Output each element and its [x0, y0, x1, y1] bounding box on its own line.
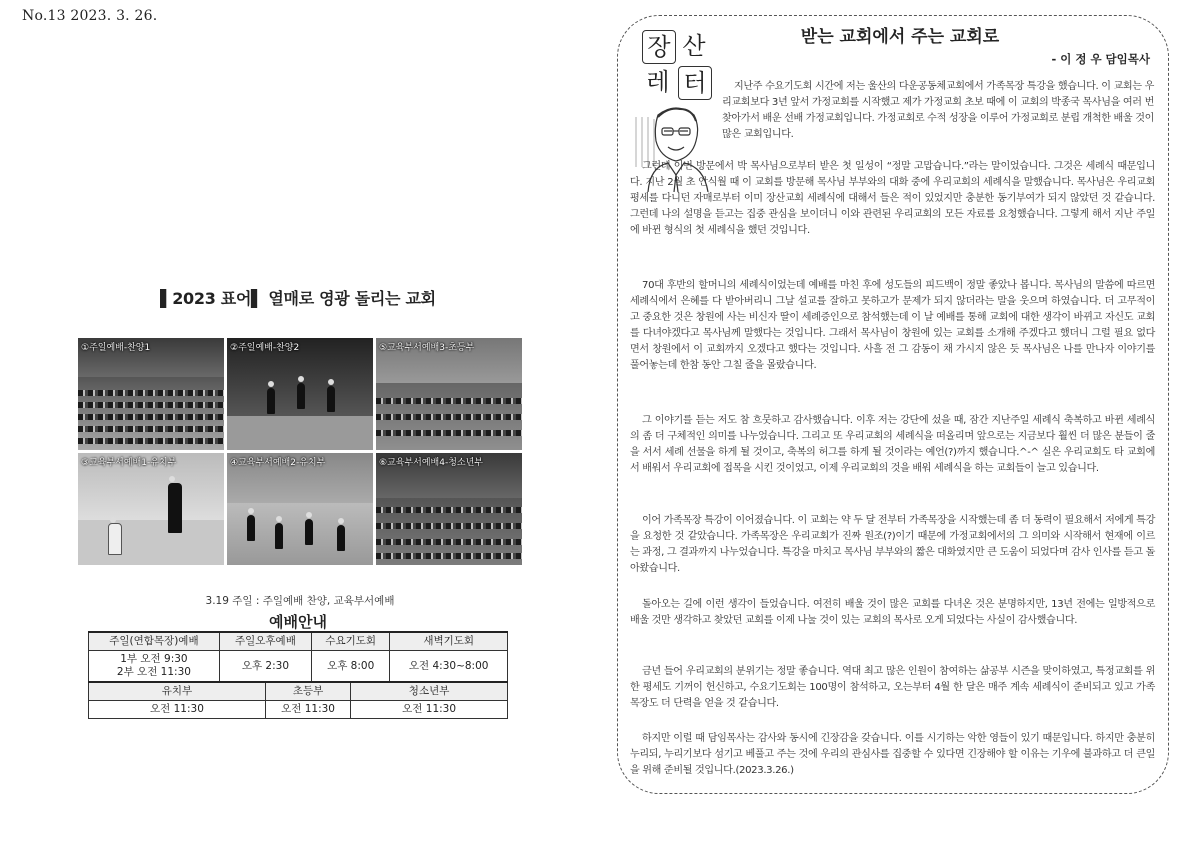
photo-education-4 — [376, 453, 522, 565]
worship-table-title: 예배안내 — [89, 616, 508, 632]
photo-caption: ⑤교육부서예배3-초등부 — [379, 343, 475, 353]
header-kindergarten: 유치부 — [89, 682, 266, 701]
time-elementary: 오전 11:30 — [265, 701, 350, 719]
letter-paragraph-8: 하지만 이럴 때 담임목사는 감사와 동시에 긴장감을 갖습니다. 이를 시기하는 악한 영들이 있기 때문입니다. 하지만 충분히 누리되, 누리기보다 섬기고 베풀고 주는 것에 우리의 관심사를 집중할 수 있다면 긴장해야 할 이유는 기우에 불과하고 더 큰일을 위해 준비될 것입니다.(2023.3.26.) — [630, 733, 1155, 777]
photo-education-1 — [78, 453, 224, 565]
letter-title: 받는 교회에서 주는 교회로 — [800, 27, 1000, 47]
photo-education-3 — [376, 338, 522, 450]
column-logo-char: 장 — [642, 30, 676, 64]
issue-number-date: No.13 2023. 3. 26. — [22, 8, 158, 24]
letter-author: - 이 정 우 담임목사 — [1051, 52, 1150, 66]
photo-worship-2 — [227, 338, 373, 450]
time-first-service: 1부 오전 9:30 — [120, 653, 188, 665]
photo-caption: ③교육부서예배1-유치부 — [81, 458, 177, 468]
letter-paragraph-6: 돌아오는 길에 이런 생각이 들었습니다. 여전히 배울 것이 많은 교회를 다녀온 것은 분명하지만, 13년 전에는 일방적으로 배울 것만 생각하고 찾았던 교회를 이제 나눌 것이 있는 교회의 목사로 오게 되었다는 사실이 감사했습니다. — [630, 599, 1155, 627]
photo-caption: ①주일예배-찬양1 — [81, 343, 151, 353]
letter-paragraph-7: 금년 들어 우리교회의 분위기는 정말 좋습니다. 역대 최고 많은 인원이 참여하는 삶공부 시즌을 맞이하였고, 특정교회를 위한 평세도 기꺼이 헌신하고, 수요기도회는 100명이 참석하고, 오는부터 4월 한 달은 매주 계속 세례식이 준비되고 있고 가족목장도 더 단력을 얻을 것 같습니다. — [630, 666, 1155, 710]
header-wednesday: 수요기도회 — [311, 632, 389, 651]
time-second-service: 2부 오전 11:30 — [116, 666, 191, 678]
photo-grid — [78, 338, 520, 566]
letter-paragraph-3: 70대 후반의 할머니의 세례식이었는데 예배를 마친 후에 성도들의 피드백이 정말 좋았나 봅니다. 목사님의 말씀에 따르면 세례식에서 은혜를 다 받아버리니 그날 설교를 잘하고 못하고가 문제가 되지 않더라는 말을 웃으며 하였습니다. 더 고무적이고 중요한 것은 창원에 사는 비신자 딸이 세례증인으로 참석했는데 이 날 예배를 통해 교회에 대한 생각이 바뀌고 자신도 교회를 다녀야겠다고 목사님께 말했다는 것입니다. 그래서 목사님이 창원에 있는 교회를 소개해 주겠다고 했더니 그럴 필요 없다면서 창원에서 이 교회까지 오겠다고 했다는 것입니다. 사흘 전 그 감동이 채 가시지 않은 듯 목사님은 나를 만나자 이야기를 풀어놓는데 한참 동안 그칠 줄을 몰랐습니다. — [630, 280, 1155, 372]
column-logo-char: 터 — [678, 66, 712, 100]
header-sunday: 주일(연합목장)예배 — [89, 632, 220, 651]
photo-education-2 — [227, 453, 373, 565]
annual-motto: ▌2023 표어▌ 열매로 영광 돌리는 교회 — [160, 289, 436, 308]
letter-paragraph-4: 그 이야기를 듣는 저도 참 흐뭇하고 감사했습니다. 이후 저는 강단에 섰을 때, 잠간 지난주일 세례식 축복하고 바뀐 세례식의 좀 더 구체적인 의미를 나누었습니다. 그리고 또 우리교회의 세례식을 떠올리며 앞으로는 지금보다 훨씬 더 많은 분들이 줄을 서서 세례 선물을 하게 될 것이고, 축복의 허그를 하게 될 것이라는 예언(?)까지 했습니다.^-^ 실은 우리교회도 타 교회에서 배워서 우리교회에 접목을 시킨 것이었고, 이제 우리교회의 것을 배워 세례식을 하는 교회들이 늘고 있습니다. — [630, 415, 1155, 475]
photo-caption: ②주일예배-찬양2 — [230, 343, 300, 353]
photo-caption-date: 3.19 주일 : 주일예배 찬양, 교육부서예배 — [205, 595, 395, 607]
letter-paragraph-1: 지난주 수요기도회 시간에 저는 울산의 다운공동체교회에서 가족목장 특강을 했습니다. 이 교회는 우리교회보다 3년 앞서 가정교회를 시작했고 제가 가정교회 초보 때에 이 교회의 박종국 목사님을 여러 번 찾아가서 배운 선배 가정교회입니다. 가정교회로 수적 성장을 이루어 가정교회로 분립 개척한 배울 것이 많은 교회입니다. — [722, 81, 1154, 141]
column-logo — [640, 30, 718, 102]
header-sunday-afternoon: 주일오후예배 — [219, 632, 311, 651]
column-logo-char: 산 — [682, 32, 706, 60]
time-wednesday: 오후 8:00 — [311, 651, 389, 683]
photo-worship-1 — [78, 338, 224, 450]
photo-caption: ④교육부서예배2-유치부 — [230, 458, 326, 468]
time-youth: 오전 11:30 — [351, 701, 508, 719]
worship-schedule-table — [88, 613, 508, 719]
time-kindergarten: 오전 11:30 — [89, 701, 266, 719]
photo-caption: ⑥교육부서예배4-청소년부 — [379, 458, 483, 468]
header-elementary: 초등부 — [265, 682, 350, 701]
time-sunday — [89, 651, 220, 683]
time-dawn: 오전 4:30~8:00 — [390, 651, 508, 683]
column-logo-char: 레 — [646, 68, 670, 96]
header-dawn: 새벽기도회 — [390, 632, 508, 651]
letter-paragraph-5: 이어 가족목장 특강이 이어졌습니다. 이 교회는 약 두 달 전부터 가족목장을 시작했는데 좀 더 동력이 필요해서 저에게 특강을 요청한 것 같았습니다. 가족목장은 우리교회가 진짜 원조(?)이기 때문에 가정교회에서의 그 의미와 시작해서 현재에 이르는 과정, 그 결과까지 나누었습니다. 특강을 마치고 목사님 부부와의 짧은 대화였지만 큰 도움이 되었다며 감사 인사를 듣고 돌아왔습니다. — [630, 515, 1155, 575]
letter-paragraph-2: 그런데 이번 방문에서 박 목사님으로부터 받은 첫 일성이 “정말 고맙습니다.”라는 말이었습니다. 그것은 세례식 때문입니다. 지난 2월 초 안식월 때 이 교회를 방문해 목사님 부부와의 대화 중에 우리교회의 세례식을 말했습니다. 목사님은 우리교회 평세를 다니던 자매로부터 이미 장산교회 세례식에 대해서 들은 적이 있었지만 충분한 동기부여가 되지 않았던 것 같습니다. 그런데 나의 설명을 듣고는 집중 관심을 보이더니 이와 관련된 우리교회의 모든 자료를 요청했습니다. 그렇게 해서 지난 주일에 바뀐 형식의 첫 세례식을 했던 것입니다. — [630, 161, 1155, 237]
time-sunday-afternoon: 오후 2:30 — [219, 651, 311, 683]
header-youth: 청소년부 — [351, 682, 508, 701]
